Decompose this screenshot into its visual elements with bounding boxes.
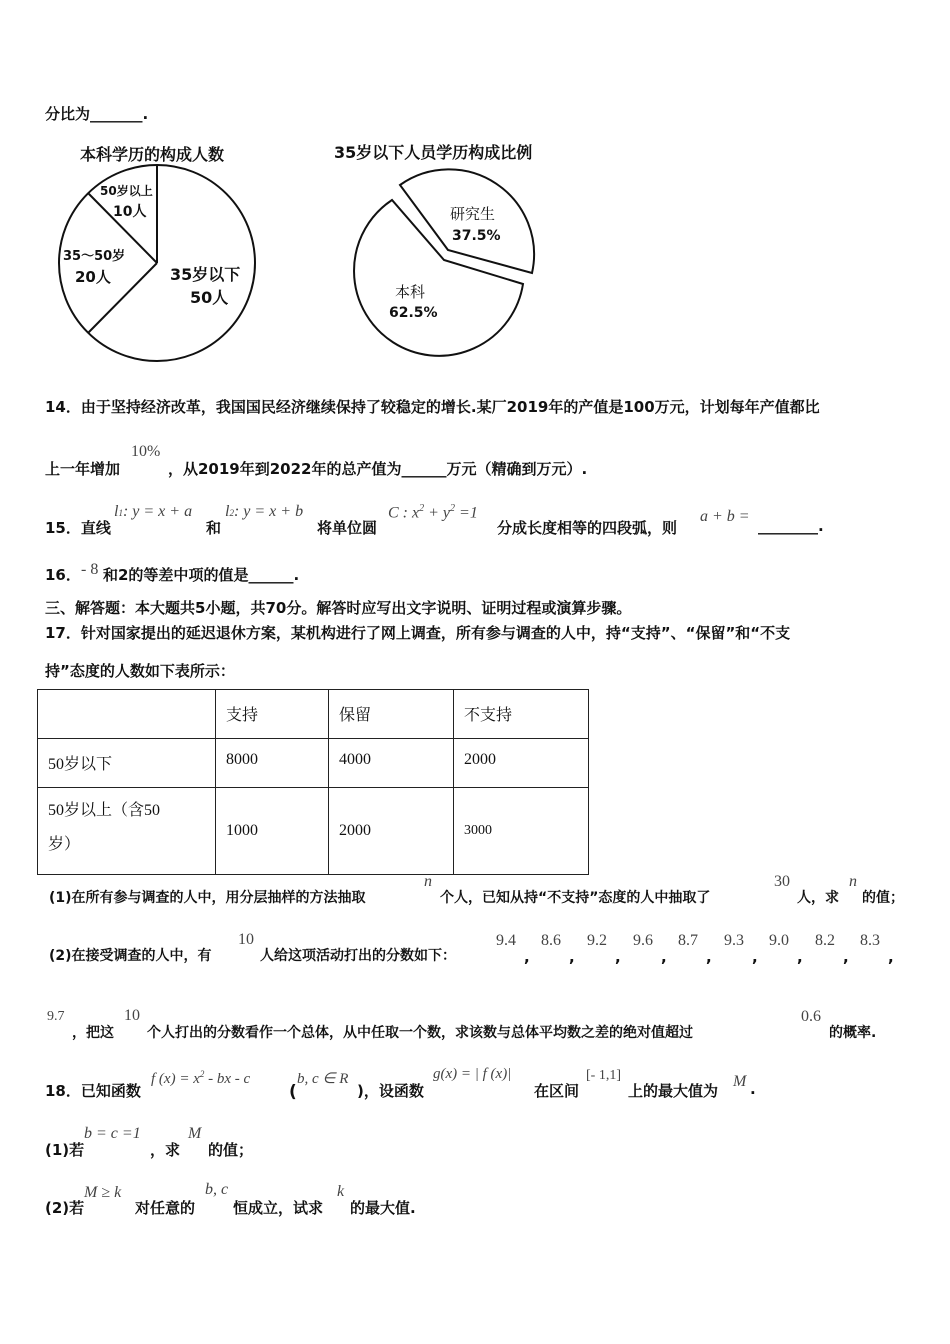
- attitude-table: [37, 689, 589, 875]
- score: 8.6: [541, 932, 561, 949]
- q17-p2-e: 的概率.: [829, 1025, 877, 1041]
- q15-prefix: 15．直线: [45, 519, 111, 537]
- q17-ten2: 10: [124, 1007, 140, 1024]
- table-header-cell: 支持: [216, 690, 329, 739]
- chart1-label-under35: 35岁以下: [170, 265, 241, 284]
- q14-line2-a: 上一年增加: [45, 460, 121, 478]
- section3-heading: 三、解答题：本大题共5小题，共70分。解答时应写出文字说明、证明过程或演算步骤。: [45, 599, 632, 617]
- q17-p1-a: (1)在所有参与调查的人中，用分层抽样的方法抽取: [49, 890, 366, 906]
- score: 9.4: [496, 932, 516, 949]
- chart2-title: 35岁以下人员学历构成比例: [334, 143, 533, 162]
- comma: ,: [888, 948, 894, 966]
- table-cell: 2000: [329, 788, 454, 875]
- q18-p1-a: (1)若: [45, 1141, 85, 1159]
- q17-n2: n: [849, 873, 857, 890]
- q17-p2-a: (2)在接受调查的人中，有: [49, 948, 212, 964]
- q18-paren-close: )，设函数: [357, 1082, 424, 1100]
- score: 9.0: [769, 932, 789, 949]
- q14-line1: 14．由于坚持经济改革，我国国民经济继续保持了较稳定的增长.某厂2019年的产值是100万元，计划每年产值都比: [45, 398, 820, 416]
- q17-ten: 10: [238, 931, 254, 948]
- q17-line1: 17．针对国家提出的延迟退休方案，某机构进行了网上调查，所有参与调查的人中，持“支持”、“保留”和“不支: [45, 624, 791, 642]
- q17-p1-b: 个人，已知从持“不支持”态度的人中抽取了: [440, 890, 711, 906]
- table-header-cell: 不支持: [454, 690, 589, 739]
- q15-l2: l2: y = x + b: [225, 503, 304, 520]
- table-header-cell: [38, 690, 216, 739]
- q18-p1-M: M: [188, 1125, 202, 1142]
- q14-line2-b: ，从2019年到2022年的总产值为______万元（精确到万元）.: [168, 460, 588, 478]
- q18-prefix: 18．已知函数: [45, 1082, 141, 1100]
- table-cell: 3000: [454, 788, 589, 875]
- table-cell: 1000: [216, 788, 329, 875]
- comma: ,: [615, 948, 621, 966]
- q18-max-text: 上的最大值为: [628, 1082, 719, 1100]
- q15-circle-text: 将单位圆: [317, 519, 378, 537]
- table-cell: 50岁以下: [38, 739, 216, 788]
- comma: ,: [524, 948, 530, 966]
- chart2-label-undergrad: 本科: [395, 283, 426, 301]
- comma: ,: [752, 948, 758, 966]
- q16-text: 和2的等差中项的值是______.: [103, 566, 300, 584]
- q14-rate: 10%: [131, 443, 161, 460]
- comma: ,: [569, 948, 575, 966]
- table-row: [38, 739, 589, 788]
- chart1-label-50plus: 50岁以上: [100, 184, 153, 198]
- comma: ,: [706, 948, 712, 966]
- q17-line2: 持”态度的人数如下表所示：: [45, 662, 235, 680]
- table-cell: 8000: [216, 739, 329, 788]
- score: 9.3: [724, 932, 744, 949]
- q18-p2-bc: b, c: [205, 1181, 229, 1198]
- q18-dot: .: [750, 1080, 756, 1098]
- q16-num: 16．: [45, 566, 81, 584]
- score: 8.2: [815, 932, 835, 949]
- comma: ,: [797, 948, 803, 966]
- table-header-row: [38, 690, 589, 739]
- q17-dev: 0.6: [801, 1008, 821, 1025]
- chart1-value-under35: 50人: [190, 288, 229, 307]
- score: 8.3: [860, 932, 880, 949]
- q17-p1-d: 的值；: [862, 890, 904, 906]
- q17-p1-c: 人，求: [797, 890, 839, 906]
- q15-end: ________.: [758, 517, 824, 535]
- q17-thirty: 30: [774, 873, 790, 890]
- comma: ,: [843, 948, 849, 966]
- q18-function-g: g(x) = | f (x)|: [433, 1066, 512, 1082]
- chart2-pie: [350, 165, 540, 365]
- table-cell: 2000: [454, 739, 589, 788]
- q18-k: k: [337, 1183, 345, 1200]
- score: 8.7: [678, 932, 698, 949]
- q18-p2-c: 恒成立，试求: [233, 1199, 324, 1217]
- q18-p2-d: 的最大值.: [350, 1199, 416, 1217]
- q17-p2-b: 人给这项活动打出的分数如下：: [260, 948, 456, 964]
- q18-p2-cond: M ≥ k: [84, 1184, 122, 1201]
- score: 9.2: [587, 932, 607, 949]
- chart2-value-postgrad: 37.5%: [452, 228, 501, 244]
- q15-sum: a + b =: [700, 508, 750, 525]
- q18-p2-b: 对任意的: [135, 1199, 196, 1217]
- q18-p1-b: ，求: [150, 1141, 181, 1159]
- q18-function-f: f $(x) = x^2$ - bx - c: [151, 1069, 251, 1087]
- q15-circle: C : $x^2 + y^2 =1$: [388, 503, 478, 522]
- chart2-label-postgrad: 研究生: [450, 205, 496, 223]
- q18-M: M: [733, 1073, 747, 1090]
- intro-line: 分比为_______.: [45, 105, 149, 123]
- chart1-value-50plus: 10人: [113, 204, 147, 220]
- table-cell: 50岁以上（含50 岁）: [38, 788, 216, 875]
- score: 9.6: [633, 932, 653, 949]
- chart1-title: 本科学历的构成人数: [80, 145, 225, 164]
- chart1-label-35to50: 35～50岁: [63, 249, 126, 264]
- q15-and: 和: [206, 519, 222, 537]
- q16-val: - 8: [81, 561, 99, 578]
- table-cell: 4000: [329, 739, 454, 788]
- q17-p2-c: ，把这: [72, 1025, 114, 1041]
- chart2-value-undergrad: 62.5%: [389, 305, 438, 321]
- q15-divide-text: 分成长度相等的四段弧，则: [497, 519, 678, 537]
- table-row: [38, 788, 589, 875]
- q17-p2-d: 个人打出的分数看作一个总体，从中任取一个数，求该数与总体平均数之差的绝对值超过: [147, 1025, 693, 1041]
- q18-p1-c: 的值；: [208, 1141, 254, 1159]
- q18-p1-cond: b = c =1: [84, 1125, 141, 1142]
- chart1-value-35to50: 20人: [75, 268, 111, 286]
- score-last: 9.7: [47, 1009, 65, 1024]
- q15-l1: l1: y = x + a: [114, 503, 193, 520]
- q18-p2-a: (2)若: [45, 1199, 85, 1217]
- q18-cond: b, c ∈ R: [297, 1071, 349, 1087]
- q18-paren-open: (: [289, 1082, 297, 1102]
- q18-interval-text: 在区间: [534, 1082, 580, 1100]
- q18-interval: [- 1,1]: [586, 1068, 621, 1083]
- q17-n: n: [424, 873, 432, 890]
- table-header-cell: 保留: [329, 690, 454, 739]
- comma: ,: [661, 948, 667, 966]
